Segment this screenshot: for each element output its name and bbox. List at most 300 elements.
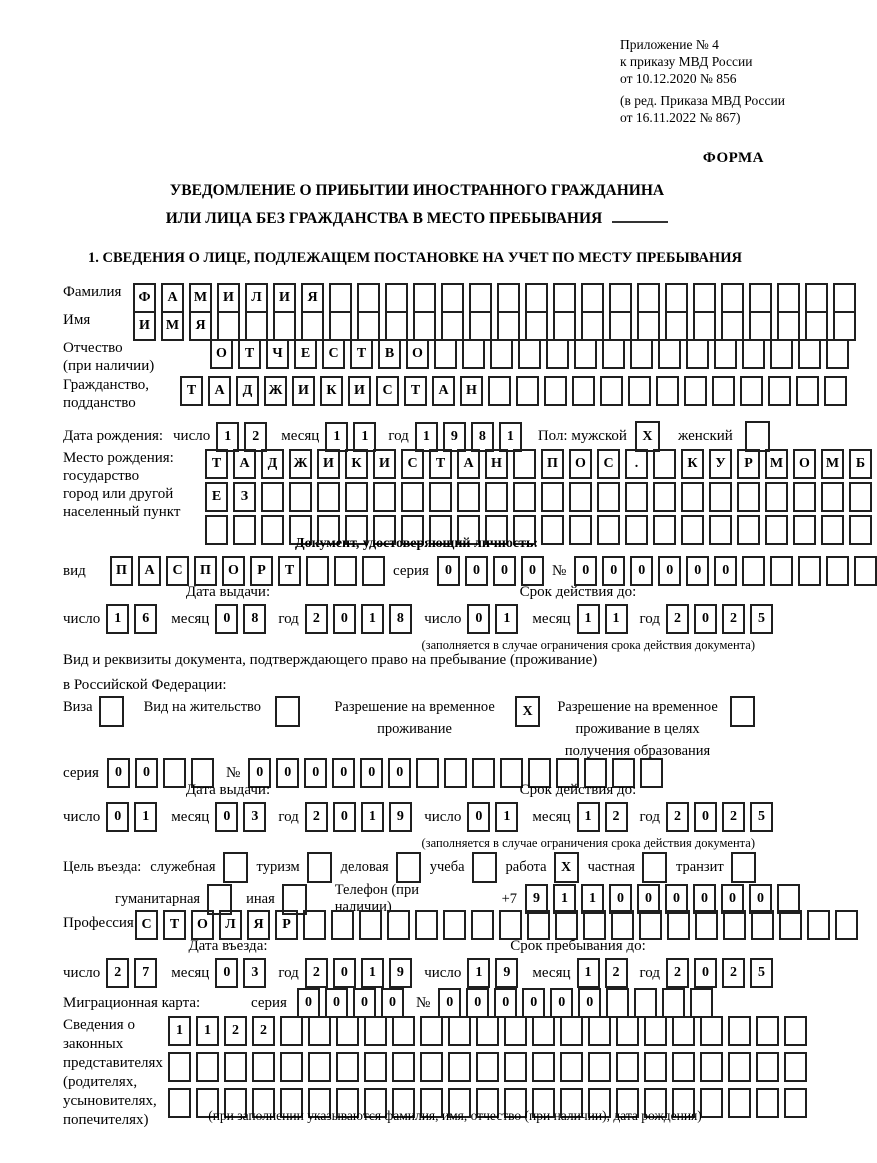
form-cell	[560, 1052, 583, 1082]
form-cell	[714, 339, 737, 369]
form-cell	[616, 1016, 639, 1046]
series-label: серия	[393, 562, 429, 579]
form-cell	[476, 1052, 499, 1082]
edition-line: (в ред. Приказа МВД России	[620, 93, 785, 108]
form-cell: 2	[722, 604, 745, 634]
dates-values	[63, 958, 773, 988]
form-cell: 0	[388, 758, 411, 788]
form-cell: 0	[467, 604, 490, 634]
form-cell	[387, 910, 410, 940]
form-cell	[441, 283, 464, 313]
form-cell: 0	[248, 758, 271, 788]
male-checkbox: X	[635, 421, 660, 452]
issue-day-cells	[106, 802, 157, 832]
form-cell: .	[625, 449, 648, 479]
form-cell: Р	[737, 449, 760, 479]
identity-doc-row	[63, 556, 877, 586]
form-cell	[331, 910, 354, 940]
birth-place-cells-row2	[205, 482, 872, 512]
form-cell: 1	[168, 1016, 191, 1046]
visa-checkbox	[99, 696, 124, 727]
valid-until-heading: Срок действия до:	[519, 584, 637, 600]
form-cell: Я	[301, 283, 324, 313]
year-label: год	[278, 808, 299, 825]
form-cell	[469, 311, 492, 341]
form-cell	[553, 311, 576, 341]
form-cell	[756, 1052, 779, 1082]
form-cell	[665, 311, 688, 341]
purpose-option-label: работа	[505, 859, 547, 875]
form-cell: 0	[574, 556, 597, 586]
form-cell	[805, 283, 828, 313]
form-cell: 0	[360, 758, 383, 788]
form-cell: 0	[297, 988, 320, 1018]
form-cell	[681, 482, 704, 512]
day-label: число	[63, 964, 101, 981]
phone-prefix: +7	[501, 890, 517, 907]
form-cell	[516, 376, 539, 406]
form-cell: Л	[219, 910, 242, 940]
form-cell	[261, 482, 284, 512]
form-cell	[693, 283, 716, 313]
form-cell	[420, 1016, 443, 1046]
purpose-option	[257, 852, 332, 883]
validity-note: (заполняется в случае ограничения срока действия документа)	[421, 836, 755, 850]
year-label: год	[278, 610, 299, 627]
purpose-option	[588, 852, 667, 883]
form-cell: П	[110, 556, 133, 586]
form-cell: 2	[244, 422, 267, 452]
form-cell	[569, 482, 592, 512]
form-cell: 5	[750, 958, 773, 988]
surname-label: Фамилия	[63, 284, 122, 300]
form-cell: О	[406, 339, 429, 369]
form-cell	[217, 311, 240, 341]
stay-until-group	[424, 958, 773, 988]
form-cell	[821, 515, 844, 545]
form-cell: 2	[305, 802, 328, 832]
entry-year-cells	[305, 958, 412, 988]
form-cell	[334, 556, 357, 586]
form-cell	[362, 556, 385, 586]
form-cell	[690, 988, 713, 1018]
form-cell	[672, 1052, 695, 1082]
residence-options-row	[63, 696, 755, 762]
form-cell	[560, 1016, 583, 1046]
form-cell: 2	[106, 958, 129, 988]
form-cell	[588, 1052, 611, 1082]
dates-headings	[63, 584, 773, 601]
form-cell: С	[376, 376, 399, 406]
form-cell	[583, 910, 606, 940]
form-cell: 0	[686, 556, 709, 586]
form-cell	[639, 910, 662, 940]
form-cell: 7	[134, 958, 157, 988]
form-cell: А	[233, 449, 256, 479]
form-cell	[609, 311, 632, 341]
page-title-line1: УВЕДОМЛЕНИЕ О ПРИБЫТИИ ИНОСТРАННОГО ГРАЖДАНИНА	[169, 182, 665, 199]
patronymic-row	[63, 339, 849, 375]
page-title-text: ИЛИ ЛИЦА БЕЗ ГРАЖДАНСТВА В МЕСТО ПРЕБЫВАНИЯ	[165, 210, 603, 227]
form-cell: Т	[429, 449, 452, 479]
firstname-cells	[133, 311, 856, 341]
form-cell	[385, 311, 408, 341]
form-cell: 0	[465, 556, 488, 586]
form-cell	[749, 311, 772, 341]
form-cell	[196, 1052, 219, 1082]
form-cell: 0	[304, 758, 327, 788]
form-cell	[329, 311, 352, 341]
form-cell: 2	[305, 604, 328, 634]
form-cell	[527, 910, 550, 940]
form-cell	[777, 311, 800, 341]
day-label: число	[424, 610, 462, 627]
form-cell: 8	[243, 604, 266, 634]
form-cell	[588, 1016, 611, 1046]
form-cell: 0	[550, 988, 573, 1018]
form-cell: Д	[236, 376, 259, 406]
form-cell	[728, 1016, 751, 1046]
form-cell	[497, 311, 520, 341]
form-cell	[448, 1016, 471, 1046]
form-cell	[807, 910, 830, 940]
purpose-transit-checkbox	[731, 852, 756, 883]
issue-day-cells	[106, 604, 157, 634]
form-cell: 0	[437, 556, 460, 586]
form-cell: 0	[665, 884, 688, 914]
edu-residence-label	[550, 696, 725, 762]
temp-residence-option	[322, 696, 540, 740]
form-cell	[796, 376, 819, 406]
form-cell	[721, 283, 744, 313]
form-cell: 1	[467, 958, 490, 988]
purpose-option-label: гуманитарная	[115, 890, 201, 907]
form-cell: 9	[495, 958, 518, 988]
issue-date-heading: Дата выдачи:	[185, 584, 271, 600]
form-cell: 1	[134, 802, 157, 832]
form-cell	[289, 482, 312, 512]
form-cell: М	[821, 449, 844, 479]
form-cell	[546, 339, 569, 369]
form-cell: Т	[163, 910, 186, 940]
edu-residence-label-line: Разрешение на временное	[557, 699, 718, 715]
form-cell: И	[373, 449, 396, 479]
form-cell: 1	[361, 802, 384, 832]
form-cell: 0	[106, 802, 129, 832]
month-label: месяц	[281, 428, 320, 444]
form-cell: М	[161, 311, 184, 341]
form-cell	[280, 1052, 303, 1082]
form-cell	[308, 1052, 331, 1082]
residence-permit-checkbox	[275, 696, 300, 727]
form-cell: В	[378, 339, 401, 369]
form-cell: 0	[522, 988, 545, 1018]
form-cell: К	[345, 449, 368, 479]
stay-day-cells	[467, 958, 518, 988]
form-cell: 0	[215, 604, 238, 634]
form-cell: 2	[252, 1016, 275, 1046]
form-cell	[826, 339, 849, 369]
form-cell: М	[189, 283, 212, 313]
form-cell: 0	[521, 556, 544, 586]
form-cell: 0	[325, 988, 348, 1018]
day-label: число	[63, 610, 101, 627]
form-cell	[824, 376, 847, 406]
entry-date-group	[63, 958, 424, 988]
year-label: год	[639, 610, 660, 627]
form-cell	[572, 376, 595, 406]
form-cell: 1	[499, 422, 522, 452]
form-cell	[770, 339, 793, 369]
purpose-private-checkbox	[642, 852, 667, 883]
form-cell	[581, 311, 604, 341]
form-cell	[695, 910, 718, 940]
dates-headings	[63, 938, 773, 955]
form-cell	[357, 311, 380, 341]
form-cell: Ф	[133, 283, 156, 313]
visa-label: Виза	[63, 699, 93, 715]
form-cell: 9	[525, 884, 548, 914]
form-cell	[821, 482, 844, 512]
form-cell: 1	[325, 422, 348, 452]
form-cell	[658, 339, 681, 369]
form-cell: 5	[750, 802, 773, 832]
form-cell	[317, 482, 340, 512]
day-label: число	[173, 428, 211, 444]
form-cell	[401, 482, 424, 512]
birth-place-label-line: государство	[63, 468, 140, 484]
form-cell: П	[194, 556, 217, 586]
patronymic-label	[63, 339, 210, 375]
form-cell	[756, 1088, 779, 1118]
form-cell	[392, 1052, 415, 1082]
form-cell: 1	[216, 422, 239, 452]
number-label: №	[415, 994, 431, 1011]
form-cell	[544, 376, 567, 406]
issue-month-cells	[215, 604, 266, 634]
form-cell	[723, 910, 746, 940]
year-label: год	[639, 808, 660, 825]
form-cell	[805, 311, 828, 341]
form-cell	[611, 910, 634, 940]
form-cell	[606, 988, 629, 1018]
form-cell	[429, 482, 452, 512]
patronymic-label-line: Отчество	[63, 340, 123, 356]
citizenship-label	[63, 376, 180, 412]
dates-values	[63, 802, 773, 832]
form-cell	[616, 1052, 639, 1082]
form-cell: 0	[694, 958, 717, 988]
birth-year-cells	[415, 422, 522, 452]
form-cell	[513, 482, 536, 512]
annex-line: от 10.12.2020 № 856	[620, 71, 737, 86]
birth-place-label-line: город или другой	[63, 486, 174, 502]
form-cell: И	[317, 449, 340, 479]
form-cell	[303, 910, 326, 940]
form-cell	[784, 1016, 807, 1046]
form-cell	[280, 1016, 303, 1046]
identity-doc-heading: Документ, удостоверяющий личность:	[294, 536, 539, 551]
temp-residence-label	[322, 696, 507, 740]
temp-residence-label-line: Разрешение на временное	[334, 699, 495, 715]
doc-number-cells	[574, 556, 877, 586]
form-label: ФОРМА	[702, 150, 764, 166]
form-cell	[667, 910, 690, 940]
blank-underline	[612, 207, 668, 223]
form-cell: И	[292, 376, 315, 406]
form-cell: 0	[749, 884, 772, 914]
form-cell	[602, 339, 625, 369]
form-cell: 2	[305, 958, 328, 988]
form-cell: 1	[361, 604, 384, 634]
form-cell: К	[320, 376, 343, 406]
issue-date-group	[63, 604, 424, 634]
entry-purpose-row1	[63, 852, 756, 883]
form-cell	[462, 339, 485, 369]
form-cell	[693, 311, 716, 341]
form-cell	[364, 1052, 387, 1082]
form-cell: Р	[275, 910, 298, 940]
form-cell: 9	[443, 422, 466, 452]
form-cell: Я	[189, 311, 212, 341]
purpose-option-label: иная	[246, 890, 275, 907]
form-cell: С	[135, 910, 158, 940]
sex-female-label: женский	[677, 428, 733, 444]
form-cell: 0	[493, 556, 516, 586]
doc-kind-label: вид	[63, 562, 86, 579]
profession-cells	[135, 910, 858, 940]
form-cell: 2	[666, 802, 689, 832]
form-cell: 0	[353, 988, 376, 1018]
form-cell: 0	[658, 556, 681, 586]
form-cell: 0	[276, 758, 299, 788]
sex-male-label: Пол: мужской	[537, 428, 627, 444]
purpose-official-checkbox	[223, 852, 248, 883]
form-cell	[581, 283, 604, 313]
form-cell	[245, 311, 268, 341]
form-cell: 1	[605, 604, 628, 634]
form-cell	[793, 482, 816, 512]
guardians-label-line: законных	[63, 1036, 124, 1052]
form-cell	[672, 1016, 695, 1046]
guardians-cells-row2	[168, 1052, 807, 1082]
form-cell	[357, 283, 380, 313]
form-cell: А	[208, 376, 231, 406]
guardians-label-line: (родителях,	[63, 1074, 138, 1090]
form-cell: 8	[389, 604, 412, 634]
form-cell: Ж	[289, 449, 312, 479]
purpose-study-checkbox	[472, 852, 497, 883]
form-cell: 0	[215, 958, 238, 988]
form-cell	[364, 1016, 387, 1046]
year-label: год	[278, 964, 299, 981]
form-cell: Т	[238, 339, 261, 369]
valid-day-cells	[467, 802, 518, 832]
form-cell	[541, 482, 564, 512]
issue-year-cells	[305, 802, 412, 832]
form-cell: О	[793, 449, 816, 479]
form-cell	[721, 311, 744, 341]
patronymic-label-line: (при наличии)	[63, 358, 155, 374]
guardians-note: (при заполнении указываются фамилия, имя, отчество (при наличии), дата рождения)	[208, 1108, 702, 1123]
month-label: месяц	[532, 808, 571, 825]
form-cell: 0	[714, 556, 737, 586]
form-cell	[336, 1052, 359, 1082]
birth-place-label-line: населенный пункт	[63, 504, 181, 520]
migration-card-label: Миграционная карта:	[63, 994, 201, 1011]
form-cell	[833, 283, 856, 313]
form-cell	[765, 482, 788, 512]
form-cell	[653, 449, 676, 479]
dates-headings	[63, 782, 773, 799]
form-cell: Т	[350, 339, 373, 369]
section1-heading: 1. СВЕДЕНИЯ О ЛИЦЕ, ПОДЛЕЖАЩЕМ ПОСТАНОВКЕ НА УЧЕТ ПО МЕСТУ ПРЕБЫВАНИЯ	[88, 250, 742, 266]
form-cell: 6	[134, 604, 157, 634]
form-cell	[373, 482, 396, 512]
purpose-option	[676, 852, 756, 883]
form-cell	[634, 988, 657, 1018]
form-cell: 0	[637, 884, 660, 914]
form-cell: 0	[333, 604, 356, 634]
form-cell: 0	[694, 604, 717, 634]
migration-card-row	[63, 988, 713, 1018]
form-cell: 3	[243, 802, 266, 832]
form-cell	[413, 283, 436, 313]
identity-doc-dates	[63, 584, 773, 653]
birth-place-label	[63, 449, 205, 521]
form-cell	[476, 1016, 499, 1046]
issue-year-cells	[305, 604, 412, 634]
form-cell	[224, 1052, 247, 1082]
form-cell	[684, 376, 707, 406]
form-cell: 0	[609, 884, 632, 914]
valid-month-cells	[577, 604, 628, 634]
form-cell: 0	[381, 988, 404, 1018]
valid-day-cells	[467, 604, 518, 634]
form-cell	[469, 283, 492, 313]
form-cell	[504, 1016, 527, 1046]
form-cell	[420, 1052, 443, 1082]
purpose-option-label: частная	[587, 859, 635, 875]
form-cell	[644, 1016, 667, 1046]
form-cell: Р	[250, 556, 273, 586]
form-cell: И	[217, 283, 240, 313]
form-cell: 0	[107, 758, 130, 788]
profession-label: Профессия	[63, 915, 134, 931]
valid-until-group	[424, 604, 773, 634]
form-cell	[665, 283, 688, 313]
form-cell	[798, 556, 821, 586]
form-cell: 9	[389, 802, 412, 832]
form-cell	[728, 1052, 751, 1082]
edu-residence-label-line: получения образования	[564, 743, 711, 759]
form-cell: 1	[577, 958, 600, 988]
number-label: №	[225, 764, 241, 781]
form-cell: И	[133, 311, 156, 341]
purpose-option-label: туризм	[256, 859, 300, 875]
stay-until-heading: Срок пребывания до:	[510, 938, 646, 954]
form-cell: К	[681, 449, 704, 479]
form-cell: 0	[693, 884, 716, 914]
purpose-option	[150, 852, 247, 883]
month-label: месяц	[171, 964, 210, 981]
form-cell: Л	[245, 283, 268, 313]
form-cell	[644, 1052, 667, 1082]
form-cell: О	[210, 339, 233, 369]
form-cell: Т	[278, 556, 301, 586]
form-cell	[597, 482, 620, 512]
form-cell	[628, 376, 651, 406]
